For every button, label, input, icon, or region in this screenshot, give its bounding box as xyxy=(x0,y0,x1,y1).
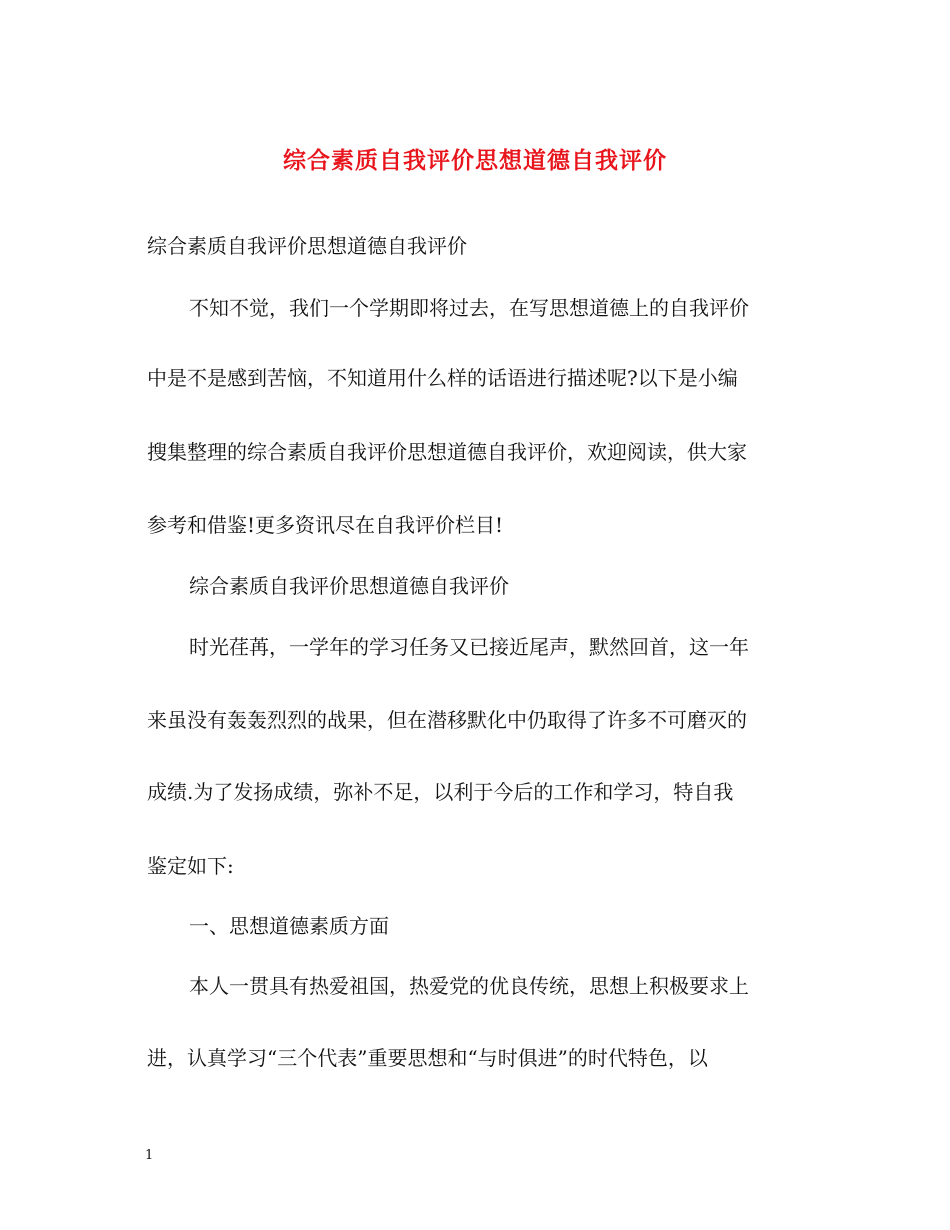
text-line: 鉴定如下: xyxy=(147,854,234,878)
text-line: 不知不觉，我们一个学期即将过去，在写思想道德上的自我评价 xyxy=(189,296,749,320)
text-line: 搜集整理的综合素质自我评价思想道德自我评价，欢迎阅读，供大家 xyxy=(147,440,747,464)
text-line: 综合素质自我评价思想道德自我评价 xyxy=(147,234,467,258)
text-line: 成绩.为了发扬成绩，弥补不足，以利于今后的工作和学习，特自我 xyxy=(147,780,734,804)
text-line: 本人一贯具有热爱祖国，热爱党的优良传统，思想上积极要求上 xyxy=(189,974,749,998)
text-line: 参考和借鉴!更多资讯尽在自我评价栏目! xyxy=(147,513,504,537)
section-heading: 一、思想道德素质方面 xyxy=(189,914,389,938)
document-title: 综合素质自我评价思想道德自我评价 xyxy=(283,147,667,174)
text-line: 综合素质自我评价思想道德自我评价 xyxy=(189,574,509,598)
text-line: 进，认真学习“三个代表”重要思想和“与时俱进”的时代特色，以 xyxy=(147,1046,708,1070)
text-line: 来虽没有轰轰烈烈的战果，但在潜移默化中仍取得了许多不可磨灭的 xyxy=(147,708,747,732)
text-line: 中是不是感到苦恼，不知道用什么样的话语进行描述呢?以下是小编 xyxy=(147,366,738,390)
page-number: 1 xyxy=(145,1148,154,1163)
text-line: 时光荏苒，一学年的学习任务又已接近尾声，默然回首，这一年 xyxy=(189,635,749,659)
